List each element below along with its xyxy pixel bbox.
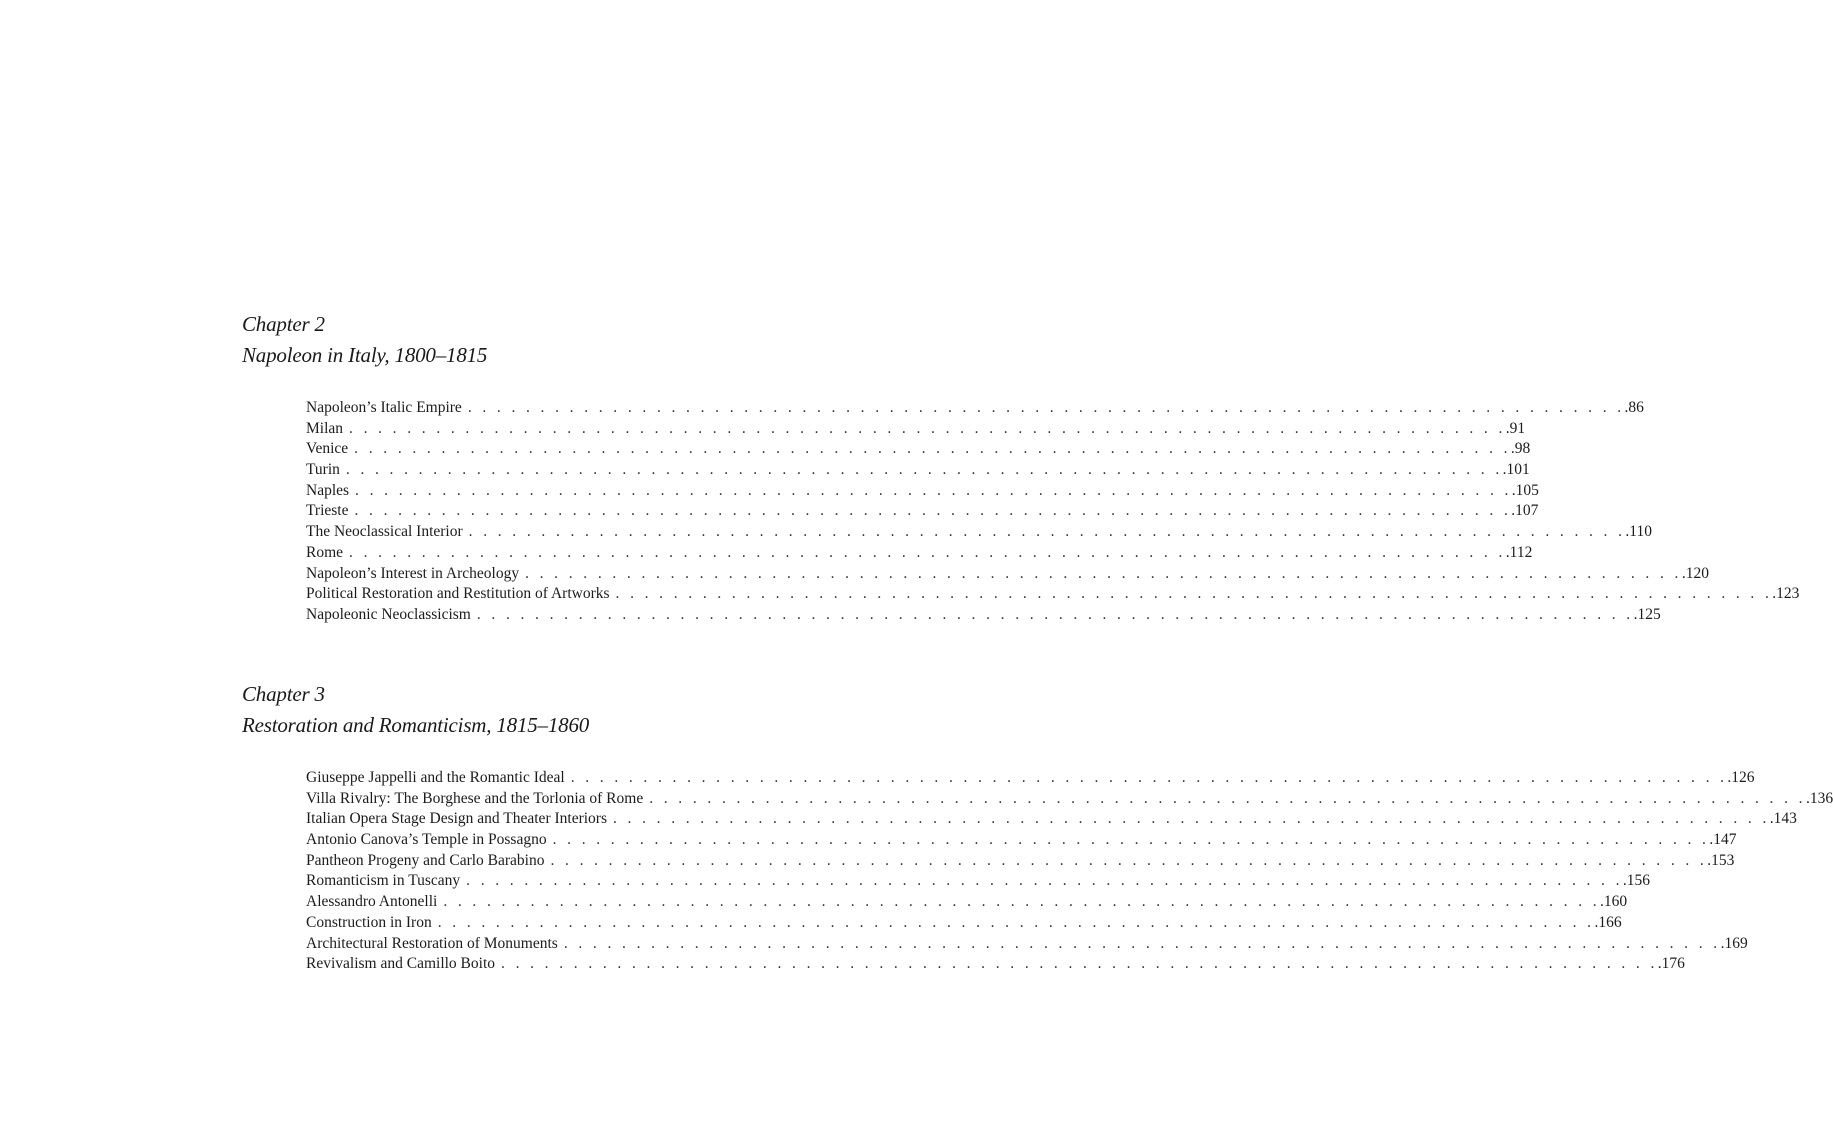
dot-leader: . . . . . . . . . . . . . . . . . . . . . . . . . . . . . . . . . . . . . . . . . . . . . . . . . . . . . . . . . . . . . . . . . . . . . . . . . . . . . . . . xyxy=(443,893,1601,911)
toc-entry-title: Trieste xyxy=(306,502,349,520)
toc-entry-page: .110 xyxy=(1625,523,1652,541)
toc-entry xyxy=(306,481,1539,502)
toc-entry-title: Villa Rivalry: The Borghese and the Torlonia of Rome xyxy=(306,789,644,807)
toc-entry-page: .176 xyxy=(1657,955,1685,973)
toc-entry-title: Rome xyxy=(306,543,344,561)
dot-leader: . . . . . . . . . . . . . . . . . . . . . . . . . . . . . . . . . . . . . . . . . . . . . . . . . . . . . . . . . . . . . . . . . . . . . . . . . . . . . . . . xyxy=(613,810,1770,828)
toc-entry xyxy=(306,543,1533,564)
toc-entry-title: Milan xyxy=(306,419,344,437)
toc-entry xyxy=(306,768,1755,789)
toc-entry-title: Revivalism and Camillo Boito xyxy=(306,955,496,973)
dot-leader: . . . . . . . . . . . . . . . . . . . . . . . . . . . . . . . . . . . . . . . . . . . . . . . . . . . . . . . . . . . . . . . . . . . . . . . . . . . . . . . . xyxy=(354,502,1512,520)
dot-leader: . . . . . . . . . . . . . . . . . . . . . . . . . . . . . . . . . . . . . . . . . . . . . . . . . . . . . . . . . . . . . . . . . . . . . . . . . . . . . . . . xyxy=(355,481,1512,499)
toc-entry xyxy=(306,892,1628,913)
toc-entry-page: .86 xyxy=(1624,399,1644,416)
toc-entry-title: Antonio Canova’s Temple in Possagno xyxy=(306,831,547,849)
toc-entry-page: .126 xyxy=(1727,769,1755,786)
toc-entry-page: .160 xyxy=(1600,893,1628,911)
dot-leader: . . . . . . . . . . . . . . . . . . . . . . . . . . . . . . . . . . . . . . . . . . . . . . . . . . . . . . . . . . . . . . . . . . . . . . . . . . . . . . . . xyxy=(649,789,1806,807)
toc-entry xyxy=(306,460,1530,481)
toc-entry-title: Romanticism in Tuscany xyxy=(306,872,461,890)
toc-entry-page: .107 xyxy=(1511,502,1539,520)
toc-entry-page: .169 xyxy=(1720,934,1748,952)
toc-entry-page: .123 xyxy=(1772,585,1800,603)
toc-entry-page: .105 xyxy=(1511,481,1539,499)
toc-entry xyxy=(306,501,1539,522)
toc-entry-title: Venice xyxy=(306,440,349,458)
dot-leader: . . . . . . . . . . . . . . . . . . . . . . . . . . . . . . . . . . . . . . . . . . . . . . . . . . . . . . . . . . . . . . . . . . . . . . . . . . . . . . . . xyxy=(349,543,1506,561)
toc-entry-title: The Neoclassical Interior xyxy=(306,523,463,541)
toc-entry-title: Alessandro Antonelli xyxy=(306,893,438,911)
toc-entry xyxy=(306,871,1651,892)
dot-leader: . . . . . . . . . . . . . . . . . . . . . . . . . . . . . . . . . . . . . . . . . . . . . . . . . . . . . . . . . . . . . . . . . . . . . . . . . . . . . . . . xyxy=(525,564,1682,582)
toc-entry-title: Pantheon Progeny and Carlo Barabino xyxy=(306,851,545,869)
dot-leader: . . . . . . . . . . . . . . . . . . . . . . . . . . . . . . . . . . . . . . . . . . . . . . . . . . . . . . . . . . . . . . . . . . . . . . . . . . . . . . . . xyxy=(563,934,1721,952)
toc-entry-page: .101 xyxy=(1502,461,1530,479)
toc-entry-title: Construction in Iron xyxy=(306,913,432,931)
chapter-label: Chapter 2 xyxy=(242,312,325,336)
toc-entry-title: Architectural Restoration of Monuments xyxy=(306,934,558,952)
toc-list xyxy=(306,398,1800,626)
toc-entry xyxy=(306,398,1644,419)
toc-entry xyxy=(306,934,1748,955)
dot-leader: . . . . . . . . . . . . . . . . . . . . . . . . . . . . . . . . . . . . . . . . . . . . . . . . . . . . . . . . . . . . . . . . . . . . . . . . . . . . . . . . xyxy=(570,769,1728,786)
toc-entry-title: Napoleonic Neoclassicism xyxy=(306,605,471,623)
dot-leader: . . . . . . . . . . . . . . . . . . . . . . . . . . . . . . . . . . . . . . . . . . . . . . . . . . . . . . . . . . . . . . . . . . . . . . . . . . . . . . . . xyxy=(501,955,1658,973)
dot-leader: . . . . . . . . . . . . . . . . . . . . . . . . . . . . . . . . . . . . . . . . . . . . . . . . . . . . . . . . . . . . . . . . . . . . . . . . . . . . . . . . xyxy=(615,585,1773,603)
dot-leader: . . . . . . . . . . . . . . . . . . . . . . . . . . . . . . . . . . . . . . . . . . . . . . . . . . . . . . . . . . . . . . . . . . . . . . . . . . . . . . . . xyxy=(349,419,1506,437)
toc-entry xyxy=(306,954,1685,975)
toc-entry-title: Italian Opera Stage Design and Theater Interiors xyxy=(306,810,607,828)
toc-entry xyxy=(306,605,1661,626)
toc-entry-page: .136 xyxy=(1805,789,1833,807)
chapter-title: Restoration and Romanticism, 1815–1860 xyxy=(242,713,590,737)
toc-entry-title: Political Restoration and Restitution of Artworks xyxy=(306,585,610,603)
toc-entry-page: .112 xyxy=(1505,543,1533,561)
toc-entry-page: .156 xyxy=(1622,872,1651,890)
dot-leader: . . . . . . . . . . . . . . . . . . . . . . . . . . . . . . . . . . . . . . . . . . . . . . . . . . . . . . . . . . . . . . . . . . . . . . . . . . . . . . . . xyxy=(466,872,1623,890)
toc-entry xyxy=(306,439,1531,460)
toc-list xyxy=(306,768,1833,975)
toc-entry-page: .98 xyxy=(1510,440,1531,458)
toc-entry xyxy=(306,913,1622,934)
toc-entry xyxy=(306,809,1797,830)
toc-entry-title: Napoleon’s Interest in Archeology xyxy=(306,564,520,582)
toc-entry-page: .120 xyxy=(1681,564,1709,582)
dot-leader: . . . . . . . . . . . . . . . . . . . . . . . . . . . . . . . . . . . . . . . . . . . . . . . . . . . . . . . . . . . . . . . . . . . . . . . . . . . . . . . . xyxy=(345,461,1503,479)
toc-entry xyxy=(306,789,1833,810)
chapter-label: Chapter 3 xyxy=(242,682,325,706)
toc-entry xyxy=(306,522,1652,543)
toc-entry xyxy=(306,419,1526,440)
dot-leader: . . . . . . . . . . . . . . . . . . . . . . . . . . . . . . . . . . . . . . . . . . . . . . . . . . . . . . . . . . . . . . . . . . . . . . . . . . . . . . . . xyxy=(552,831,1710,849)
toc-entry xyxy=(306,564,1709,585)
toc-entry xyxy=(306,851,1735,872)
toc-entry-title: Turin xyxy=(306,461,340,479)
dot-leader: . . . . . . . . . . . . . . . . . . . . . . . . . . . . . . . . . . . . . . . . . . . . . . . . . . . . . . . . . . . . . . . . . . . . . . . . . . . . . . . . xyxy=(354,440,1511,458)
toc-entry-page: .143 xyxy=(1769,810,1797,828)
dot-leader: . . . . . . . . . . . . . . . . . . . . . . . . . . . . . . . . . . . . . . . . . . . . . . . . . . . . . . . . . . . . . . . . . . . . . . . . . . . . . . . . xyxy=(467,399,1625,416)
dot-leader: . . . . . . . . . . . . . . . . . . . . . . . . . . . . . . . . . . . . . . . . . . . . . . . . . . . . . . . . . . . . . . . . . . . . . . . . . . . . . . . . xyxy=(437,913,1595,931)
toc-entry-page: .166 xyxy=(1594,913,1622,931)
toc-entry-title: Giuseppe Jappelli and the Romantic Ideal xyxy=(306,769,565,786)
dot-leader: . . . . . . . . . . . . . . . . . . . . . . . . . . . . . . . . . . . . . . . . . . . . . . . . . . . . . . . . . . . . . . . . . . . . . . . . . . . . . . . . xyxy=(550,851,1708,869)
toc-entry-page: .125 xyxy=(1633,605,1661,623)
chapter-3-section xyxy=(242,679,1833,975)
toc-entry-page: .91 xyxy=(1505,419,1526,437)
toc-entry xyxy=(306,830,1737,851)
dot-leader: . . . . . . . . . . . . . . . . . . . . . . . . . . . . . . . . . . . . . . . . . . . . . . . . . . . . . . . . . . . . . . . . . . . . . . . . . . . . . . . . xyxy=(476,605,1634,623)
dot-leader: . . . . . . . . . . . . . . . . . . . . . . . . . . . . . . . . . . . . . . . . . . . . . . . . . . . . . . . . . . . . . . . . . . . . . . . . . . . . . . . . xyxy=(468,523,1626,541)
toc-entry-title: Naples xyxy=(306,481,350,499)
toc-entry xyxy=(306,584,1800,605)
toc-entry-page: .147 xyxy=(1709,831,1737,849)
chapter-title: Napoleon in Italy, 1800–1815 xyxy=(242,343,488,367)
toc-entry-title: Napoleon’s Italic Empire xyxy=(306,399,462,416)
toc-entry-page: .153 xyxy=(1707,851,1735,869)
chapter-2-section xyxy=(242,309,1800,626)
